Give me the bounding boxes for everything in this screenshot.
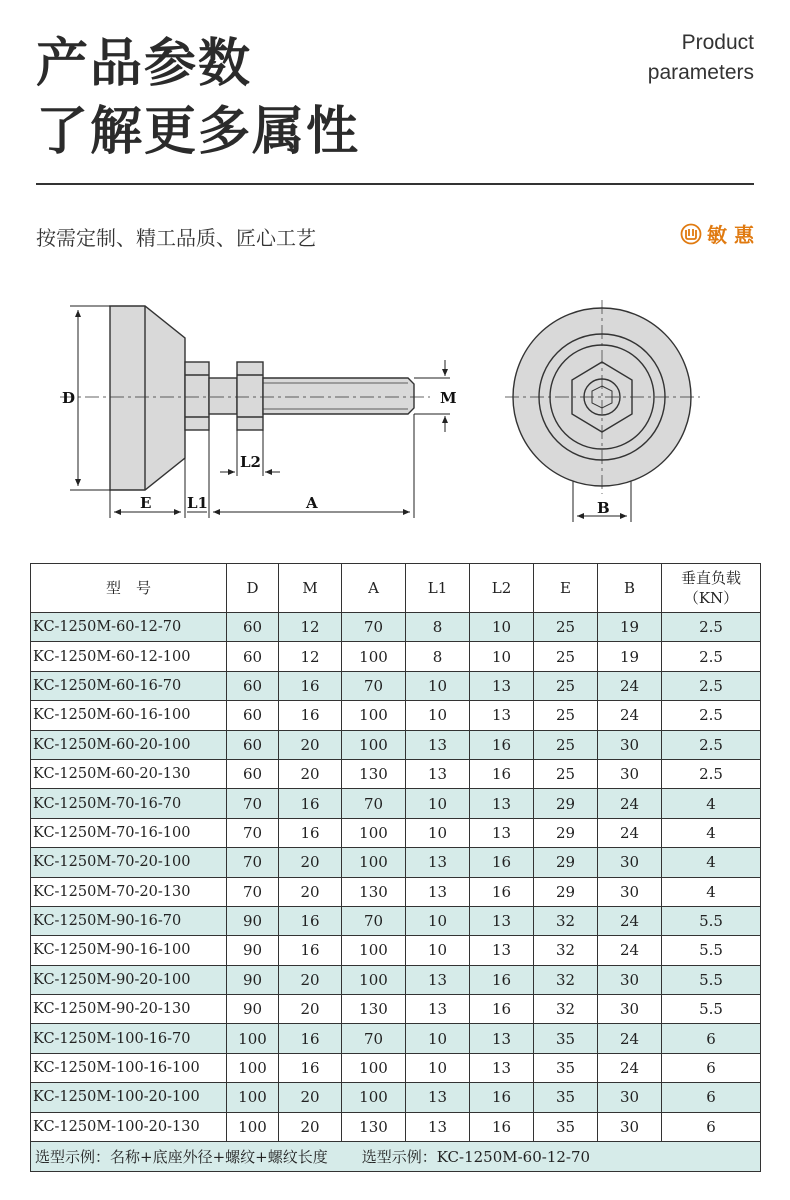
cell-L2: 10 <box>470 613 534 642</box>
cell-L1: 13 <box>406 965 470 994</box>
cell-B: 30 <box>598 848 662 877</box>
cell-A: 100 <box>342 701 406 730</box>
cell-L1: 13 <box>406 759 470 788</box>
cell-E: 29 <box>534 818 598 847</box>
cell-A: 100 <box>342 730 406 759</box>
cell-M: 16 <box>279 936 342 965</box>
cell-model: KC-1250M-100-20-100 <box>31 1083 227 1112</box>
cell-load: 2.5 <box>662 613 761 642</box>
table-row <box>31 818 761 847</box>
cell-D: 60 <box>227 671 279 700</box>
brand-icon <box>680 223 702 245</box>
cell-load: 5.5 <box>662 906 761 935</box>
cell-D: 60 <box>227 642 279 671</box>
cell-E: 25 <box>534 730 598 759</box>
cell-B: 30 <box>598 965 662 994</box>
cell-load: 4 <box>662 789 761 818</box>
cell-L1: 13 <box>406 995 470 1024</box>
cell-L1: 10 <box>406 936 470 965</box>
cell-A: 100 <box>342 965 406 994</box>
cell-load: 4 <box>662 818 761 847</box>
cell-L2: 13 <box>470 1053 534 1082</box>
cell-D: 90 <box>227 995 279 1024</box>
cell-D: 70 <box>227 818 279 847</box>
cell-model: KC-1250M-70-20-100 <box>31 848 227 877</box>
cell-D: 60 <box>227 759 279 788</box>
english-title-line-2: parameters <box>647 61 754 84</box>
cell-A: 70 <box>342 613 406 642</box>
cell-L1: 13 <box>406 877 470 906</box>
cell-A: 70 <box>342 671 406 700</box>
cell-D: 100 <box>227 1053 279 1082</box>
cell-load: 6 <box>662 1053 761 1082</box>
cell-model: KC-1250M-90-16-100 <box>31 936 227 965</box>
lock-nut-1 <box>185 362 209 430</box>
side-view <box>110 306 414 490</box>
cell-E: 35 <box>534 1053 598 1082</box>
cell-A: 70 <box>342 789 406 818</box>
cell-D: 100 <box>227 1024 279 1053</box>
cell-L2: 13 <box>470 701 534 730</box>
table-row <box>31 877 761 906</box>
tagline: 按需定制、精工品质、匠心工艺 <box>36 226 316 250</box>
cell-A: 100 <box>342 642 406 671</box>
cell-B: 24 <box>598 906 662 935</box>
cell-load: 4 <box>662 848 761 877</box>
cell-M: 20 <box>279 1083 342 1112</box>
cell-L2: 13 <box>470 789 534 818</box>
header-D: D <box>227 564 279 613</box>
cell-E: 25 <box>534 671 598 700</box>
cell-L2: 16 <box>470 1083 534 1112</box>
table-row <box>31 642 761 671</box>
cell-A: 70 <box>342 1024 406 1053</box>
header-load-title: 垂直负载 <box>680 569 741 587</box>
cell-L2: 16 <box>470 1112 534 1141</box>
selection-example <box>31 1142 761 1172</box>
cell-A: 130 <box>342 877 406 906</box>
cell-D: 90 <box>227 936 279 965</box>
cell-M: 16 <box>279 701 342 730</box>
lock-nut-2 <box>237 362 263 430</box>
cell-A: 100 <box>342 1083 406 1112</box>
header-E: E <box>534 564 598 613</box>
brand-name: 敏 惠 <box>707 223 754 247</box>
cell-L2: 16 <box>470 848 534 877</box>
cell-B: 24 <box>598 671 662 700</box>
cell-D: 60 <box>227 730 279 759</box>
cell-L1: 10 <box>406 906 470 935</box>
cell-load: 5.5 <box>662 995 761 1024</box>
cell-model: KC-1250M-90-20-100 <box>31 965 227 994</box>
cell-M: 20 <box>279 848 342 877</box>
header-M: M <box>279 564 342 613</box>
cell-D: 100 <box>227 1112 279 1141</box>
cell-L1: 13 <box>406 848 470 877</box>
cell-E: 25 <box>534 613 598 642</box>
cell-L2: 10 <box>470 642 534 671</box>
cell-M: 16 <box>279 906 342 935</box>
cell-M: 20 <box>279 759 342 788</box>
dim-label-L2: L2 <box>240 453 261 471</box>
selection-sample: 选型示例：KC-1250M-60-12-70 <box>361 1148 591 1167</box>
cell-E: 29 <box>534 789 598 818</box>
cell-L2: 16 <box>470 759 534 788</box>
cell-load: 6 <box>662 1112 761 1141</box>
cell-M: 16 <box>279 1053 342 1082</box>
page-title-line-2: 了解更多属性 <box>36 102 361 162</box>
cell-load: 2.5 <box>662 759 761 788</box>
cell-L2: 13 <box>470 936 534 965</box>
dim-label-E: E <box>140 494 152 512</box>
cell-E: 32 <box>534 995 598 1024</box>
header-load-unit: （KN） <box>683 589 739 607</box>
table-footer-row <box>31 1142 761 1172</box>
cell-model: KC-1250M-60-12-70 <box>31 613 227 642</box>
table-row <box>31 1024 761 1053</box>
cell-E: 35 <box>534 1083 598 1112</box>
cell-model: KC-1250M-90-20-130 <box>31 995 227 1024</box>
cell-D: 60 <box>227 613 279 642</box>
cell-L2: 13 <box>470 671 534 700</box>
cell-model: KC-1250M-70-16-70 <box>31 789 227 818</box>
brand-logo <box>680 219 754 248</box>
cell-load: 5.5 <box>662 936 761 965</box>
cell-D: 70 <box>227 877 279 906</box>
cell-load: 5.5 <box>662 965 761 994</box>
table-row <box>31 906 761 935</box>
end-view <box>505 300 700 494</box>
cell-E: 25 <box>534 701 598 730</box>
cell-load: 2.5 <box>662 730 761 759</box>
table-header-row <box>31 564 761 613</box>
table-row <box>31 965 761 994</box>
cell-M: 12 <box>279 613 342 642</box>
page-title-line-1: 产品参数 <box>36 34 253 94</box>
cell-L1: 13 <box>406 1112 470 1141</box>
cell-load: 2.5 <box>662 642 761 671</box>
cell-L1: 13 <box>406 1083 470 1112</box>
cell-model: KC-1250M-60-20-130 <box>31 759 227 788</box>
cell-D: 60 <box>227 701 279 730</box>
cell-M: 20 <box>279 730 342 759</box>
table-row <box>31 1083 761 1112</box>
table-row <box>31 613 761 642</box>
table-row <box>31 701 761 730</box>
stud-neck <box>209 378 237 414</box>
cell-model: KC-1250M-60-12-100 <box>31 642 227 671</box>
table-row <box>31 1112 761 1141</box>
cell-E: 25 <box>534 642 598 671</box>
cell-L2: 16 <box>470 965 534 994</box>
cell-L1: 10 <box>406 671 470 700</box>
dim-label-D: D <box>62 389 76 407</box>
cell-E: 32 <box>534 965 598 994</box>
table-row <box>31 789 761 818</box>
cell-L1: 10 <box>406 701 470 730</box>
header-L1: L1 <box>406 564 470 613</box>
header-model: 型 号 <box>31 564 227 613</box>
cell-B: 30 <box>598 759 662 788</box>
cell-B: 19 <box>598 613 662 642</box>
cell-L2: 16 <box>470 877 534 906</box>
cell-M: 16 <box>279 1024 342 1053</box>
cell-B: 24 <box>598 789 662 818</box>
cell-A: 70 <box>342 906 406 935</box>
cell-L2: 16 <box>470 995 534 1024</box>
cell-L1: 10 <box>406 1024 470 1053</box>
cell-M: 20 <box>279 877 342 906</box>
cell-B: 30 <box>598 730 662 759</box>
cell-D: 100 <box>227 1083 279 1112</box>
cell-M: 20 <box>279 1112 342 1141</box>
cell-M: 16 <box>279 671 342 700</box>
cell-L2: 13 <box>470 818 534 847</box>
cell-L2: 13 <box>470 906 534 935</box>
base-pad <box>110 306 185 490</box>
cell-E: 29 <box>534 877 598 906</box>
cell-A: 130 <box>342 1112 406 1141</box>
cell-B: 24 <box>598 1024 662 1053</box>
cell-load: 6 <box>662 1083 761 1112</box>
cell-B: 24 <box>598 936 662 965</box>
table-row <box>31 759 761 788</box>
dim-label-M: M <box>440 389 457 407</box>
dim-label-L1: L1 <box>187 494 208 512</box>
table-row <box>31 848 761 877</box>
cell-D: 90 <box>227 965 279 994</box>
technical-drawing <box>0 290 790 530</box>
cell-model: KC-1250M-70-16-100 <box>31 818 227 847</box>
cell-B: 24 <box>598 818 662 847</box>
cell-M: 12 <box>279 642 342 671</box>
cell-model: KC-1250M-100-16-100 <box>31 1053 227 1082</box>
cell-L1: 8 <box>406 642 470 671</box>
cell-E: 35 <box>534 1024 598 1053</box>
table-row <box>31 730 761 759</box>
header-L2: L2 <box>470 564 534 613</box>
cell-B: 30 <box>598 1112 662 1141</box>
cell-model: KC-1250M-60-20-100 <box>31 730 227 759</box>
cell-model: KC-1250M-100-20-130 <box>31 1112 227 1141</box>
cell-M: 20 <box>279 965 342 994</box>
cell-load: 6 <box>662 1024 761 1053</box>
header-B: B <box>598 564 662 613</box>
cell-L1: 8 <box>406 613 470 642</box>
cell-L2: 13 <box>470 1024 534 1053</box>
cell-B: 19 <box>598 642 662 671</box>
cell-B: 30 <box>598 877 662 906</box>
english-title-line-1: Product <box>681 31 754 54</box>
cell-L1: 10 <box>406 818 470 847</box>
cell-A: 130 <box>342 995 406 1024</box>
dim-label-B: B <box>597 499 610 517</box>
selection-rule: 选型示例：名称+底座外径+螺纹+螺纹长度 <box>35 1148 328 1167</box>
cell-model: KC-1250M-70-20-130 <box>31 877 227 906</box>
cell-E: 29 <box>534 848 598 877</box>
cell-B: 30 <box>598 1083 662 1112</box>
cell-L1: 10 <box>406 1053 470 1082</box>
cell-D: 70 <box>227 789 279 818</box>
cell-model: KC-1250M-90-16-70 <box>31 906 227 935</box>
cell-B: 30 <box>598 995 662 1024</box>
cell-A: 100 <box>342 936 406 965</box>
cell-E: 32 <box>534 906 598 935</box>
cell-L2: 16 <box>470 730 534 759</box>
spec-table <box>30 563 761 1172</box>
cell-load: 4 <box>662 877 761 906</box>
table-row <box>31 995 761 1024</box>
cell-B: 24 <box>598 701 662 730</box>
cell-model: KC-1250M-60-16-70 <box>31 671 227 700</box>
cell-A: 100 <box>342 1053 406 1082</box>
table-row <box>31 1053 761 1082</box>
cell-model: KC-1250M-60-16-100 <box>31 701 227 730</box>
cell-E: 32 <box>534 936 598 965</box>
table-row <box>31 671 761 700</box>
dim-label-A: A <box>306 494 318 512</box>
cell-E: 25 <box>534 759 598 788</box>
table-row <box>31 936 761 965</box>
cell-M: 16 <box>279 818 342 847</box>
cell-A: 100 <box>342 818 406 847</box>
cell-A: 130 <box>342 759 406 788</box>
cell-E: 35 <box>534 1112 598 1141</box>
cell-L1: 13 <box>406 730 470 759</box>
cell-M: 20 <box>279 995 342 1024</box>
cell-A: 100 <box>342 848 406 877</box>
cell-model: KC-1250M-100-16-70 <box>31 1024 227 1053</box>
cell-D: 90 <box>227 906 279 935</box>
header-divider <box>36 183 754 185</box>
cell-load: 2.5 <box>662 671 761 700</box>
cell-D: 70 <box>227 848 279 877</box>
header-A: A <box>342 564 406 613</box>
header-load <box>662 564 761 613</box>
cell-load: 2.5 <box>662 701 761 730</box>
cell-B: 24 <box>598 1053 662 1082</box>
cell-M: 16 <box>279 789 342 818</box>
cell-L1: 10 <box>406 789 470 818</box>
